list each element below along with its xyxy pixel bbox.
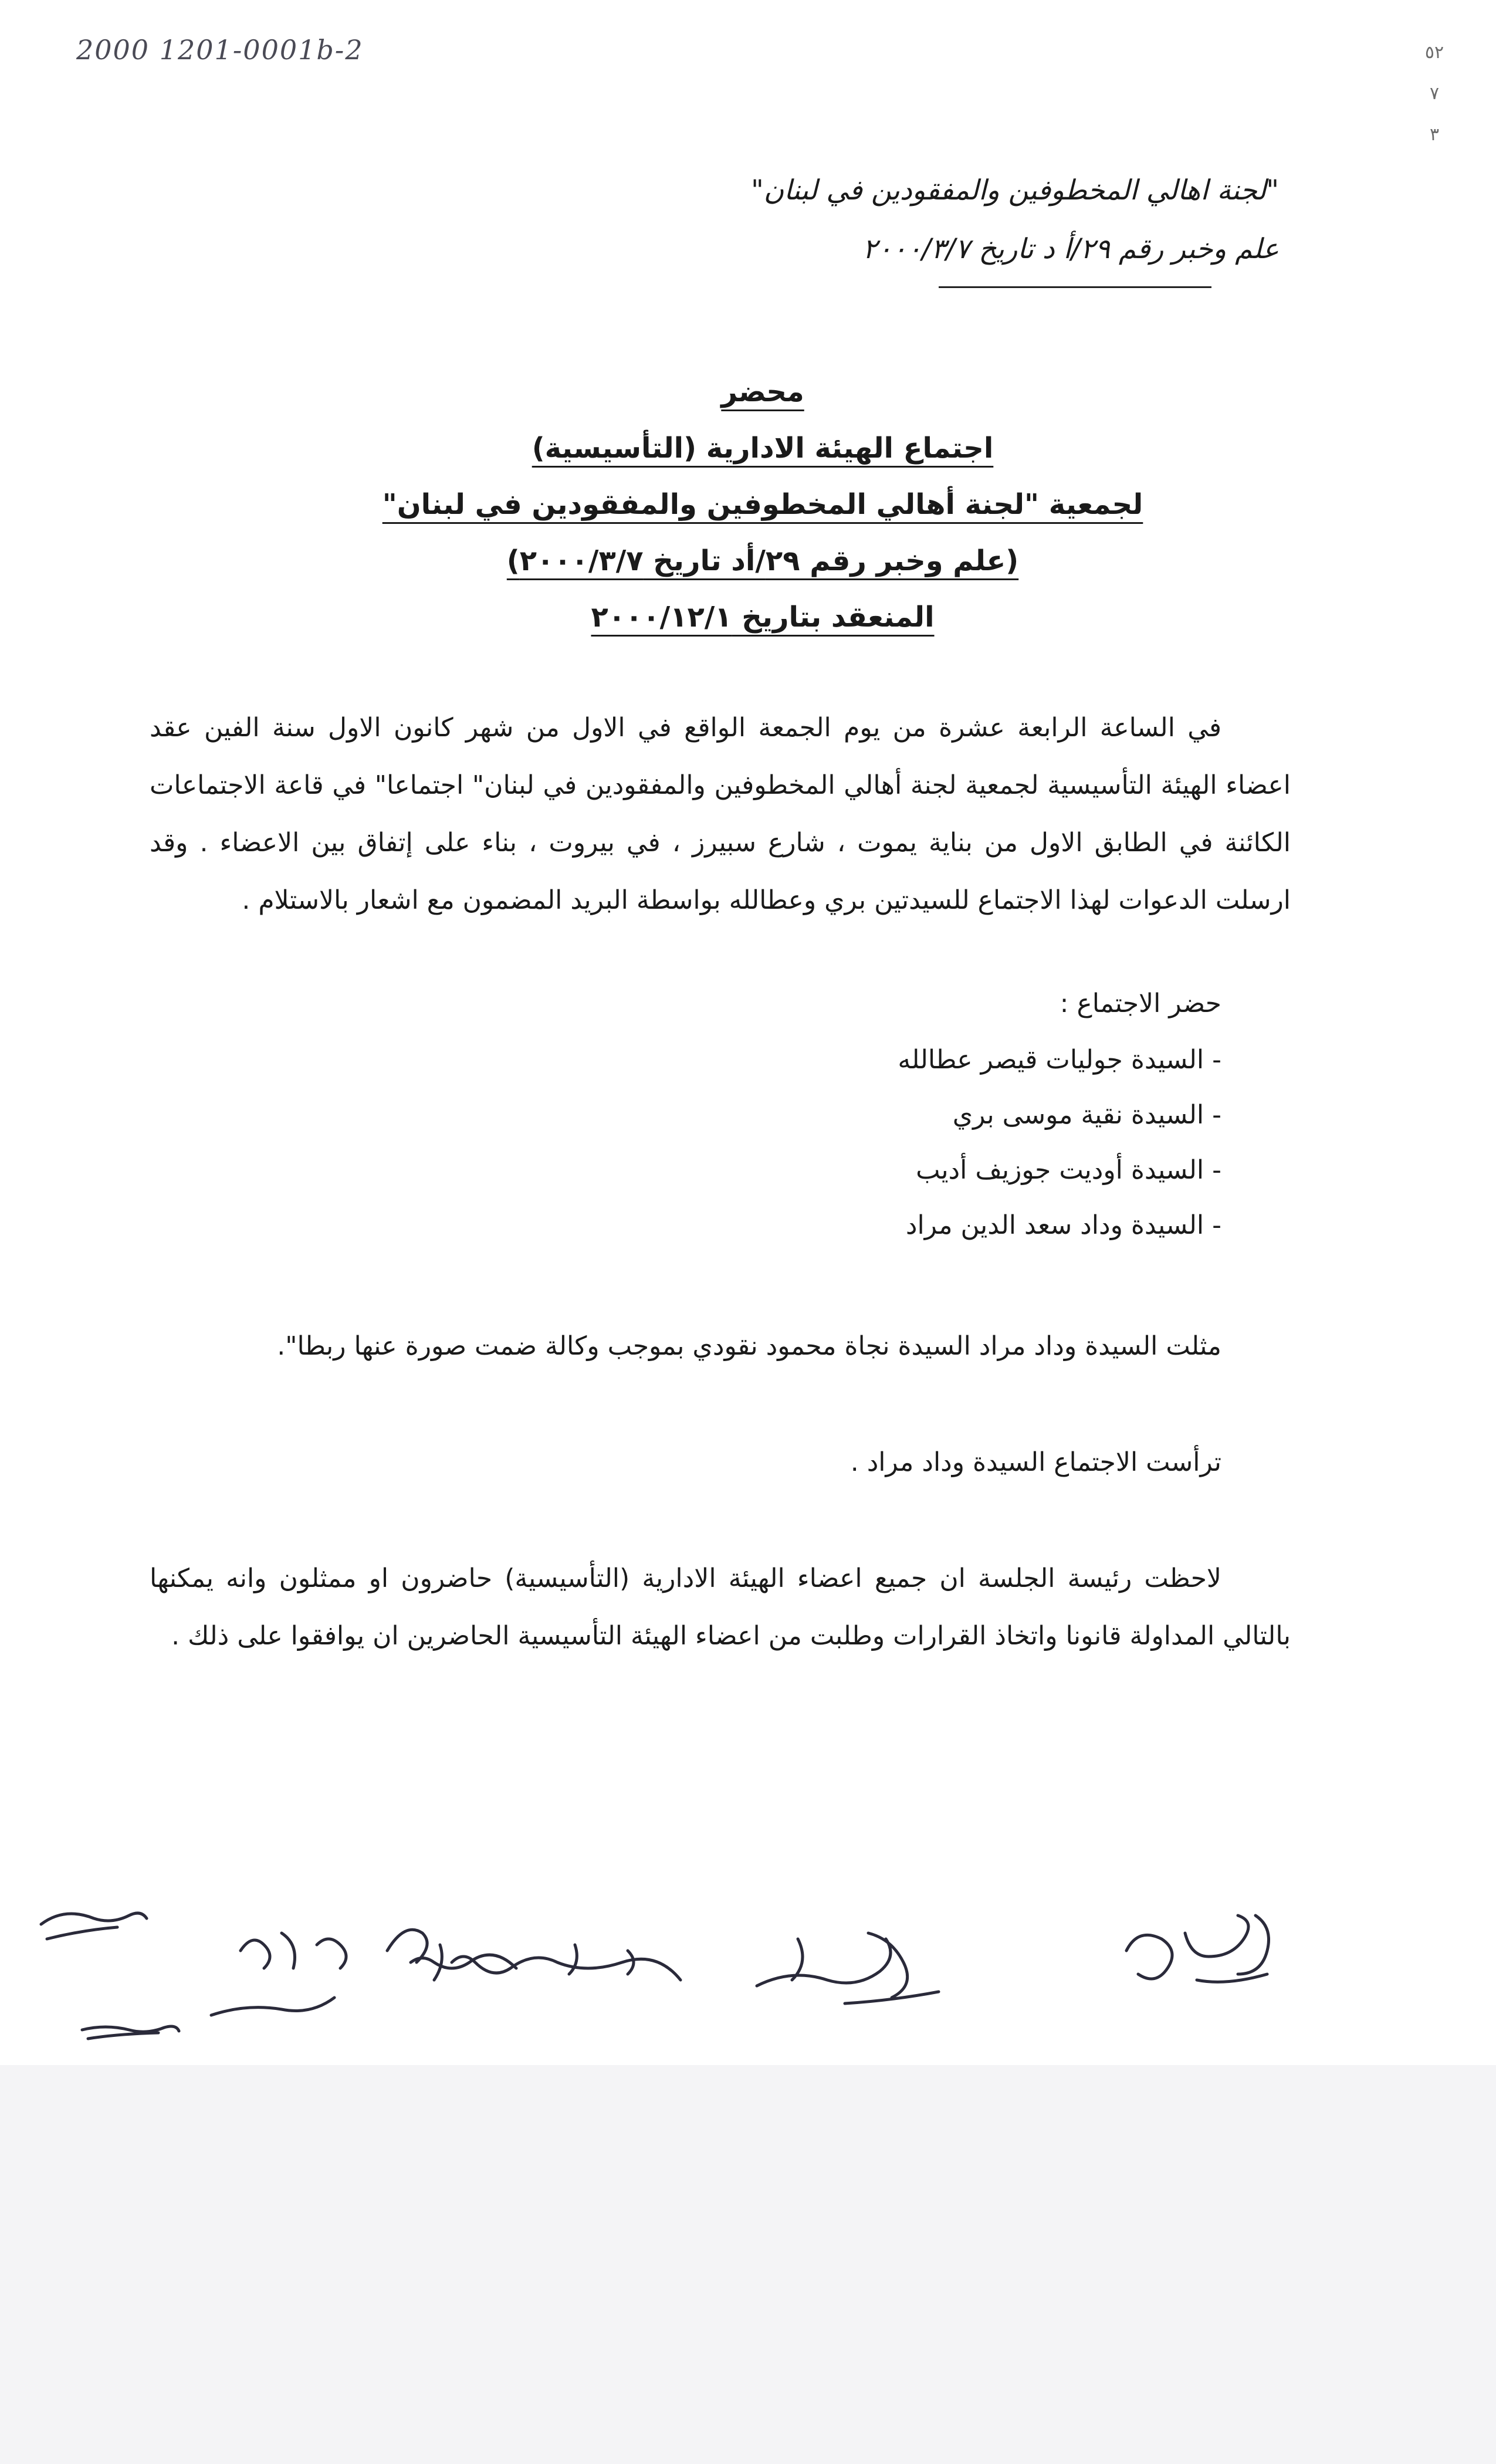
signature-mark — [1126, 1915, 1269, 1982]
paragraph-opening: في الساعة الرابعة عشرة من يوم الجمعة الواقع في الاول من شهر كانون الاول سنة الفين عقد اعضاء الهيئة التأسيسية لجمعية لجنة أهالي المخطوفين والمفقودين في لبنان" اجتماعا" في قاعة الاجتماعات الكائنة في الطابق الاول من بناية يموت ، شارع سبيرز ، في بيروت ، بناء على إتفاق بين الاعضاء . وقد ارسلت الدعوات لهذا الاجتماع للسيدتين بري وعطالله بواسطة البريد المضمون مع اشعار بالاستلام . — [150, 713, 1291, 915]
letterhead — [516, 161, 1279, 279]
list-item: - السيدة نقية موسى بري — [952, 1100, 1221, 1130]
document-title — [235, 364, 1291, 645]
attendees-list — [150, 1033, 1291, 1253]
title-date: المنعقد بتاريخ ٢٠٠٠/١٢/١ — [591, 601, 935, 634]
signature-mark — [211, 1933, 346, 2015]
paragraph-proxy: مثلت السيدة وداد مراد السيدة نجاة محمود نقودي بموجب وكالة ضمت صورة عنها ربطا". — [277, 1331, 1221, 1361]
title-association: لجمعية "لجنة أهالي المخطوفين والمفقودين في لبنان" — [382, 488, 1143, 521]
signature-mark — [757, 1933, 939, 2003]
attendees-heading: حضر الاجتماع : — [1060, 989, 1221, 1018]
document-body — [150, 699, 1291, 1665]
list-item: - السيدة جوليات قيصر عطالله — [898, 1045, 1221, 1075]
handwritten-signatures — [35, 1863, 1385, 2062]
title-registration: (علم وخبر رقم ٢٩/أد تاريخ ٢٠٠٠/٣/٧) — [506, 544, 1019, 577]
corner-mark: ٧ — [1429, 83, 1440, 104]
letterhead-divider — [939, 286, 1211, 288]
paragraph-chair: ترأست الاجتماع السيدة وداد مراد . — [850, 1447, 1221, 1477]
title-meeting: اجتماع الهيئة الادارية (التأسيسية) — [532, 432, 994, 465]
signature-mark — [452, 1945, 681, 1980]
letterhead-registration: علم وخبر رقم ٢٩/أ د تاريخ ٢٠٠٠/٣/٧ — [862, 233, 1279, 265]
initials-mark — [41, 1913, 147, 1939]
reference-code: 2000 1201-0001b-2 — [76, 34, 364, 66]
signatures-area — [35, 1863, 1385, 2062]
list-item: - السيدة أوديت جوزيف أديب — [916, 1155, 1221, 1185]
scan-margin — [0, 2065, 1496, 2464]
initials-mark — [82, 2026, 179, 2039]
list-item: - السيدة وداد سعد الدين مراد — [905, 1210, 1221, 1240]
letterhead-org-name: "لجنة اهالي المخطوفين والمفقودين في لبنان" — [751, 174, 1279, 207]
paragraph-note: لاحظت رئيسة الجلسة ان جميع اعضاء الهيئة الادارية (التأسيسية) حاضرون او ممثلون وانه يمكنها بالتالي المداولة قانونا واتخاذ القرارات وطلبت من اعضاء الهيئة التأسيسية الحاضرين ان يوافقوا على ذلك . — [150, 1563, 1291, 1651]
corner-mark: ٣ — [1429, 124, 1440, 145]
corner-marks — [1408, 32, 1461, 155]
title-minutes: محضر — [721, 375, 804, 408]
corner-mark: ٥٢ — [1424, 42, 1444, 63]
